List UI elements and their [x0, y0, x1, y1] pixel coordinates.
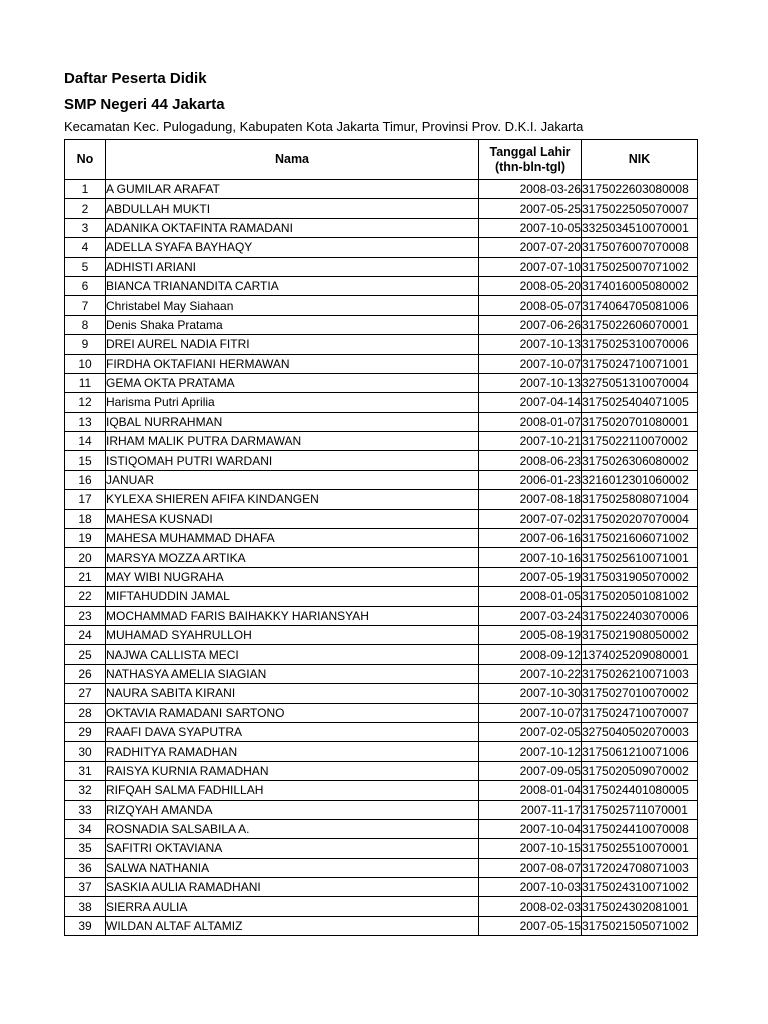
- birth-date: 2007-10-13: [479, 373, 582, 392]
- table-row: [65, 354, 698, 373]
- student-name: BIANCA TRIANANDITA CARTIA: [106, 276, 479, 295]
- table-row: [65, 315, 698, 334]
- nik-value: 3175020501081002: [582, 587, 698, 606]
- row-number: 5: [65, 257, 106, 276]
- student-name: SIERRA AULIA: [106, 897, 479, 916]
- row-number: 3: [65, 218, 106, 237]
- table-header-row: [65, 140, 698, 180]
- student-name: IQBAL NURRAHMAN: [106, 412, 479, 431]
- table-row: [65, 451, 698, 470]
- table-row: [65, 858, 698, 877]
- table-row: [65, 761, 698, 780]
- student-name: ISTIQOMAH PUTRI WARDANI: [106, 451, 479, 470]
- nik-value: 3175022606070001: [582, 315, 698, 334]
- student-name: MARSYA MOZZA ARTIKA: [106, 548, 479, 567]
- row-number: 11: [65, 373, 106, 392]
- row-number: 28: [65, 703, 106, 722]
- nik-value: 3325034510070001: [582, 218, 698, 237]
- birth-date: 2006-01-23: [479, 470, 582, 489]
- student-name: ADHISTI ARIANI: [106, 257, 479, 276]
- nik-value: 3175021908050002: [582, 625, 698, 644]
- nik-value: 3175022505070007: [582, 199, 698, 218]
- birth-date: 2008-01-05: [479, 587, 582, 606]
- nik-value: 3172024708071003: [582, 858, 698, 877]
- row-number: 18: [65, 509, 106, 528]
- row-number: 23: [65, 606, 106, 625]
- nik-value: 3175021505071002: [582, 916, 698, 935]
- student-name: ADANIKA OKTAFINTA RAMADANI: [106, 218, 479, 237]
- birth-date: 2007-10-15: [479, 839, 582, 858]
- row-number: 35: [65, 839, 106, 858]
- student-name: MOCHAMMAD FARIS BAIHAKKY HARIANSYAH: [106, 606, 479, 625]
- row-number: 6: [65, 276, 106, 295]
- student-table: [64, 139, 698, 936]
- column-header-tanggal-lahir: [479, 140, 582, 180]
- student-name: ROSNADIA SALSABILA A.: [106, 819, 479, 838]
- nik-value: 3175022403070006: [582, 606, 698, 625]
- row-number: 38: [65, 897, 106, 916]
- nik-value: 3175025711070001: [582, 800, 698, 819]
- nik-value: 3175024302081001: [582, 897, 698, 916]
- table-row: [65, 509, 698, 528]
- table-row: [65, 412, 698, 431]
- birth-date: 2008-03-26: [479, 180, 582, 199]
- table-row: [65, 819, 698, 838]
- student-name: MAY WIBI NUGRAHA: [106, 567, 479, 586]
- nik-value: 3216012301060002: [582, 470, 698, 489]
- column-header-no: No: [65, 140, 106, 180]
- row-number: 22: [65, 587, 106, 606]
- table-row: [65, 625, 698, 644]
- student-name: OKTAVIA RAMADANI SARTONO: [106, 703, 479, 722]
- nik-value: 3175024310071002: [582, 878, 698, 897]
- birth-date: 2007-09-05: [479, 761, 582, 780]
- nik-value: 3175022603080008: [582, 180, 698, 199]
- birth-date: 2007-07-20: [479, 238, 582, 257]
- table-row: [65, 218, 698, 237]
- table-row: [65, 606, 698, 625]
- nik-value: 3175061210071006: [582, 742, 698, 761]
- table-row: [65, 839, 698, 858]
- student-name: GEMA OKTA PRATAMA: [106, 373, 479, 392]
- birth-date: 2007-10-21: [479, 432, 582, 451]
- table-row: [65, 664, 698, 683]
- student-name: DREI AUREL NADIA FITRI: [106, 335, 479, 354]
- table-row: [65, 257, 698, 276]
- birth-date: 2007-07-02: [479, 509, 582, 528]
- student-name: ADELLA SYAFA BAYHAQY: [106, 238, 479, 257]
- nik-value: 3175025404071005: [582, 393, 698, 412]
- row-number: 31: [65, 761, 106, 780]
- column-header-nama: Nama: [106, 140, 479, 180]
- table-row: [65, 199, 698, 218]
- birth-date: 2007-10-07: [479, 354, 582, 373]
- birth-date: 2007-05-25: [479, 199, 582, 218]
- table-row: [65, 276, 698, 295]
- birth-date: 2008-06-23: [479, 451, 582, 470]
- nik-value: 3175025510070001: [582, 839, 698, 858]
- row-number: 24: [65, 625, 106, 644]
- student-name: SAFITRI OKTAVIANA: [106, 839, 479, 858]
- row-number: 32: [65, 781, 106, 800]
- nik-value: 3175027010070002: [582, 684, 698, 703]
- row-number: 14: [65, 432, 106, 451]
- table-row: [65, 180, 698, 199]
- birth-date: 2008-01-04: [479, 781, 582, 800]
- student-name: NAJWA CALLISTA MECI: [106, 645, 479, 664]
- row-number: 26: [65, 664, 106, 683]
- table-row: [65, 296, 698, 315]
- row-number: 36: [65, 858, 106, 877]
- student-name: FIRDHA OKTAFIANI HERMAWAN: [106, 354, 479, 373]
- birth-date: 2007-10-16: [479, 548, 582, 567]
- student-name: RADHITYA RAMADHAN: [106, 742, 479, 761]
- student-name: SASKIA AULIA RAMADHANI: [106, 878, 479, 897]
- row-number: 1: [65, 180, 106, 199]
- nik-value: 3175031905070002: [582, 567, 698, 586]
- nik-value: 3175021606071002: [582, 529, 698, 548]
- birth-date: 2007-10-12: [479, 742, 582, 761]
- nik-value: 3175020701080001: [582, 412, 698, 431]
- table-row: [65, 490, 698, 509]
- row-number: 2: [65, 199, 106, 218]
- birth-date: 2007-08-18: [479, 490, 582, 509]
- nik-value: 3175026210071003: [582, 664, 698, 683]
- nik-value: 3275051310070004: [582, 373, 698, 392]
- nik-value: 3174064705081006: [582, 296, 698, 315]
- birth-date: 2007-10-07: [479, 703, 582, 722]
- student-name: Harisma Putri Aprilia: [106, 393, 479, 412]
- table-row: [65, 238, 698, 257]
- birth-date: 2008-09-12: [479, 645, 582, 664]
- student-name: RAAFI DAVA SYAPUTRA: [106, 722, 479, 741]
- nik-value: 3175025808071004: [582, 490, 698, 509]
- student-name: KYLEXA SHIEREN AFIFA KINDANGEN: [106, 490, 479, 509]
- student-name: MAHESA MUHAMMAD DHAFA: [106, 529, 479, 548]
- birth-date: 2007-05-15: [479, 916, 582, 935]
- row-number: 20: [65, 548, 106, 567]
- row-number: 19: [65, 529, 106, 548]
- table-row: [65, 878, 698, 897]
- table-row: [65, 393, 698, 412]
- row-number: 33: [65, 800, 106, 819]
- student-name: RAISYA KURNIA RAMADHAN: [106, 761, 479, 780]
- row-number: 39: [65, 916, 106, 935]
- student-name: JANUAR: [106, 470, 479, 489]
- row-number: 17: [65, 490, 106, 509]
- tanggal-lahir-label: Tanggal Lahir: [489, 144, 571, 159]
- student-name: SALWA NATHANIA: [106, 858, 479, 877]
- table-row: [65, 432, 698, 451]
- nik-value: 3175025610071001: [582, 548, 698, 567]
- birth-date: 2007-05-19: [479, 567, 582, 586]
- student-name: Denis Shaka Pratama: [106, 315, 479, 334]
- table-row: [65, 781, 698, 800]
- table-row: [65, 684, 698, 703]
- nik-value: 3175024401080005: [582, 781, 698, 800]
- nik-value: 3174016005080002: [582, 276, 698, 295]
- birth-date: 2008-05-07: [479, 296, 582, 315]
- row-number: 34: [65, 819, 106, 838]
- birth-date: 2007-10-13: [479, 335, 582, 354]
- birth-date: 2007-10-03: [479, 878, 582, 897]
- tanggal-lahir-format: (thn-bln-tgl): [494, 159, 566, 174]
- student-name: ABDULLAH MUKTI: [106, 199, 479, 218]
- table-row: [65, 567, 698, 586]
- birth-date: 2007-11-17: [479, 800, 582, 819]
- table-row: [65, 335, 698, 354]
- nik-value: 3175020207070004: [582, 509, 698, 528]
- nik-value: 3175024410070008: [582, 819, 698, 838]
- row-number: 37: [65, 878, 106, 897]
- nik-value: 3175024710070007: [582, 703, 698, 722]
- row-number: 27: [65, 684, 106, 703]
- nik-value: 3175024710071001: [582, 354, 698, 373]
- nik-value: 3175076007070008: [582, 238, 698, 257]
- student-name: WILDAN ALTAF ALTAMIZ: [106, 916, 479, 935]
- student-name: NAURA SABITA KIRANI: [106, 684, 479, 703]
- table-row: [65, 897, 698, 916]
- birth-date: 2007-08-07: [479, 858, 582, 877]
- location-line: Kecamatan Kec. Pulogadung, Kabupaten Kota Jakarta Timur, Provinsi Prov. D.K.I. Jakarta: [64, 119, 584, 134]
- column-header-nik: NIK: [582, 140, 698, 180]
- birth-date: 2008-05-20: [479, 276, 582, 295]
- nik-value: 3175022110070002: [582, 432, 698, 451]
- row-number: 13: [65, 412, 106, 431]
- birth-date: 2007-06-26: [479, 315, 582, 334]
- table-row: [65, 470, 698, 489]
- birth-date: 2007-06-16: [479, 529, 582, 548]
- birth-date: 2007-04-14: [479, 393, 582, 412]
- nik-value: 3275040502070003: [582, 722, 698, 741]
- table-row: [65, 548, 698, 567]
- student-name: MAHESA KUSNADI: [106, 509, 479, 528]
- nik-value: 3175025310070006: [582, 335, 698, 354]
- table-row: [65, 529, 698, 548]
- row-number: 4: [65, 238, 106, 257]
- row-number: 9: [65, 335, 106, 354]
- table-row: [65, 742, 698, 761]
- nik-value: 3175026306080002: [582, 451, 698, 470]
- row-number: 7: [65, 296, 106, 315]
- student-name: A GUMILAR ARAFAT: [106, 180, 479, 199]
- row-number: 25: [65, 645, 106, 664]
- student-name: Christabel May Siahaan: [106, 296, 479, 315]
- table-row: [65, 373, 698, 392]
- row-number: 29: [65, 722, 106, 741]
- table-row: [65, 587, 698, 606]
- nik-value: 3175020509070002: [582, 761, 698, 780]
- student-name: MIFTAHUDDIN JAMAL: [106, 587, 479, 606]
- document-title: Daftar Peserta Didik: [64, 70, 207, 87]
- nik-value: 3175025007071002: [582, 257, 698, 276]
- birth-date: 2005-08-19: [479, 625, 582, 644]
- table-row: [65, 703, 698, 722]
- birth-date: 2007-03-24: [479, 606, 582, 625]
- row-number: 30: [65, 742, 106, 761]
- birth-date: 2007-07-10: [479, 257, 582, 276]
- birth-date: 2007-10-05: [479, 218, 582, 237]
- student-name: NATHASYA AMELIA SIAGIAN: [106, 664, 479, 683]
- birth-date: 2007-02-05: [479, 722, 582, 741]
- row-number: 15: [65, 451, 106, 470]
- row-number: 8: [65, 315, 106, 334]
- table-row: [65, 916, 698, 935]
- table-row: [65, 645, 698, 664]
- birth-date: 2007-10-04: [479, 819, 582, 838]
- row-number: 16: [65, 470, 106, 489]
- student-name: RIFQAH SALMA FADHILLAH: [106, 781, 479, 800]
- table-row: [65, 800, 698, 819]
- school-name: SMP Negeri 44 Jakarta: [64, 96, 225, 113]
- student-name: IRHAM MALIK PUTRA DARMAWAN: [106, 432, 479, 451]
- student-name: RIZQYAH AMANDA: [106, 800, 479, 819]
- table-row: [65, 722, 698, 741]
- row-number: 10: [65, 354, 106, 373]
- birth-date: 2007-10-30: [479, 684, 582, 703]
- row-number: 12: [65, 393, 106, 412]
- birth-date: 2008-01-07: [479, 412, 582, 431]
- row-number: 21: [65, 567, 106, 586]
- nik-value: 1374025209080001: [582, 645, 698, 664]
- birth-date: 2007-10-22: [479, 664, 582, 683]
- student-name: MUHAMAD SYAHRULLOH: [106, 625, 479, 644]
- birth-date: 2008-02-03: [479, 897, 582, 916]
